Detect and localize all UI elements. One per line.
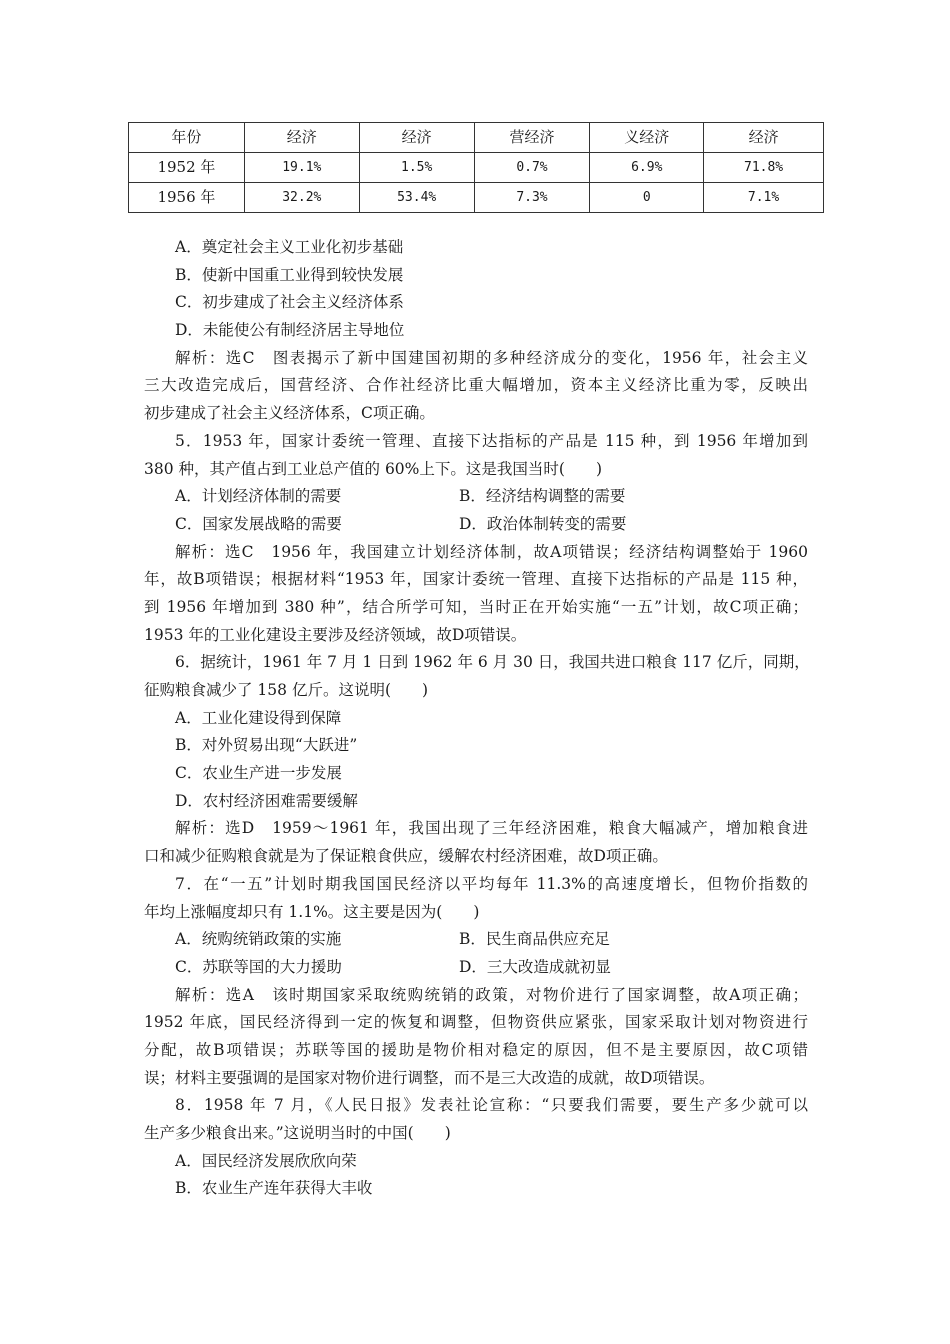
option-pair-line	[144, 483, 808, 511]
paragraph-last-line: 初步建成了社会主义经济体系，C项正确。	[144, 404, 435, 423]
paragraph-line: 到 1956 年增加到 380 种”，结合所学可知，当时正在开始实施“一五”计划，故C项正确；	[144, 597, 808, 616]
paragraph-line: 年，故B项错误；根据材料“1953 年，国家计委统一管理、直接下达指标的产品是 115 种，	[144, 570, 808, 589]
table-cell: 7.1%	[704, 183, 824, 213]
option-line: D．未能使公有制经济居主导地位	[175, 321, 405, 340]
table-cell: 7.3%	[474, 183, 590, 213]
paragraph-last-line: 380 种，其产值占到工业总产值的 60%上下。这是我国当时( )	[144, 459, 602, 478]
option-text: D．政治体制转变的需要	[459, 514, 627, 533]
option-line: D．农村经济困难需要缓解	[175, 791, 358, 810]
option-text: A．统购统销政策的实施	[175, 930, 342, 949]
paragraph-last-line: 1953 年的工业化建设主要涉及经济领域，故D项错误。	[144, 625, 527, 644]
table-cell: 6.9%	[590, 153, 704, 183]
option-line: C．初步建成了社会主义经济体系	[175, 293, 404, 312]
paragraph-last-line: 征购粮食减少了 158 亿斤。这说明( )	[144, 681, 429, 699]
table-cell: 0	[590, 183, 704, 213]
option-text: C．苏联等国的大力援助	[175, 957, 342, 976]
paragraph-line: 1952 年底，国民经济得到一定的恢复和调整，但物资供应紧张，国家采取计划对物资进行	[144, 1013, 808, 1032]
table-row	[129, 183, 824, 213]
table-header-cell: 经济	[704, 123, 824, 153]
table-cell-year: 1956 年	[129, 183, 245, 213]
option-line: A．工业化建设得到保障	[175, 708, 342, 727]
paragraph-first-line: 解析：选C 1956 年，我国建立计划经济体制，故A项错误；经济结构调整始于 1960	[175, 542, 808, 561]
option-pair-line	[144, 926, 808, 954]
economy-share-table	[128, 122, 824, 213]
table-header-cell: 义经济	[590, 123, 704, 153]
paragraph-first-line: 8．1958 年 7 月，《人民日报》发表社论宣称：“只要我们需要，要生产多少就可以	[175, 1096, 808, 1115]
table-cell-year: 1952 年	[129, 153, 245, 183]
paragraph-first-line: 7．在“一五”计划时期我国国民经济以平均每年 11.3%的高速度增长，但物价指数的	[175, 874, 808, 893]
option-text: D．三大改造成就初显	[459, 957, 611, 976]
paragraph-first-line: 解析：选D 1959～1961 年，我国出现了三年经济困难，粮食大幅减产，增加粮食进	[175, 819, 808, 838]
option-text: A．计划经济体制的需要	[175, 487, 342, 506]
table-header-cell: 营经济	[474, 123, 590, 153]
paragraph-last-line: 误；材料主要强调的是国家对物价进行调整，而不是三大改造的成就，故D项错误。	[144, 1068, 715, 1087]
option-line: A．奠定社会主义工业化初步基础	[175, 238, 404, 256]
paragraph-last-line: 口和减少征购粮食就是为了保证粮食供应，缓解农村经济困难，故D项正确。	[144, 847, 668, 866]
paragraph-last-line: 年均上涨幅度却只有 1.1%。这主要是因为( )	[144, 902, 480, 921]
table-cell: 19.1%	[244, 153, 359, 183]
table-cell: 32.2%	[244, 183, 359, 213]
table-header-cell: 经济	[244, 123, 359, 153]
option-line: B．对外贸易出现“大跃进”	[175, 736, 358, 755]
option-text: B．民生商品供应充足	[459, 930, 610, 949]
paragraph-line: 分配，故B项错误；苏联等国的援助是物价相对稳定的原因，但不是主要原因，故C项错	[144, 1040, 808, 1059]
table-cell: 1.5%	[359, 153, 474, 183]
table-header-cell: 经济	[359, 123, 474, 153]
option-pair-line	[144, 511, 808, 539]
option-text: B．经济结构调整的需要	[459, 487, 626, 506]
paragraph-first-line: 5．1953 年，国家计委统一管理、直接下达指标的产品是 115 种，到 1956 年增加到	[175, 431, 808, 450]
option-line: A．国民经济发展欣欣向荣	[175, 1151, 357, 1170]
table-row	[129, 153, 824, 183]
option-line: C．农业生产进一步发展	[175, 764, 342, 783]
option-line: B．农业生产连年获得大丰收	[175, 1179, 373, 1198]
table-cell: 71.8%	[704, 153, 824, 183]
table-cell: 0.7%	[474, 153, 590, 183]
question-text-body	[144, 234, 808, 1203]
option-text: C．国家发展战略的需要	[175, 514, 342, 533]
option-pair-line	[144, 954, 808, 982]
paragraph-first-line: 6．据统计，1961 年 7 月 1 日到 1962 年 6 月 30 日，我国共进口粮食 117 亿斤，同期，	[175, 653, 810, 672]
option-line: B．使新中国重工业得到较快发展	[175, 265, 404, 284]
paragraph-first-line: 解析：选A 该时期国家采取统购统销的政策，对物价进行了国家调整，故A项正确；	[175, 985, 808, 1004]
table-header-row	[129, 123, 824, 153]
paragraph-line: 三大改造完成后，国营经济、合作社经济比重大幅增加，资本主义经济比重为零，反映出	[144, 376, 808, 395]
table-header-cell: 年份	[129, 123, 245, 153]
table-cell: 53.4%	[359, 183, 474, 213]
paragraph-last-line: 生产多少粮食出来。”这说明当时的中国( )	[144, 1124, 451, 1142]
paragraph-first-line: 解析：选C 图表揭示了新中国建国初期的多种经济成分的变化，1956 年，社会主义	[175, 348, 808, 367]
